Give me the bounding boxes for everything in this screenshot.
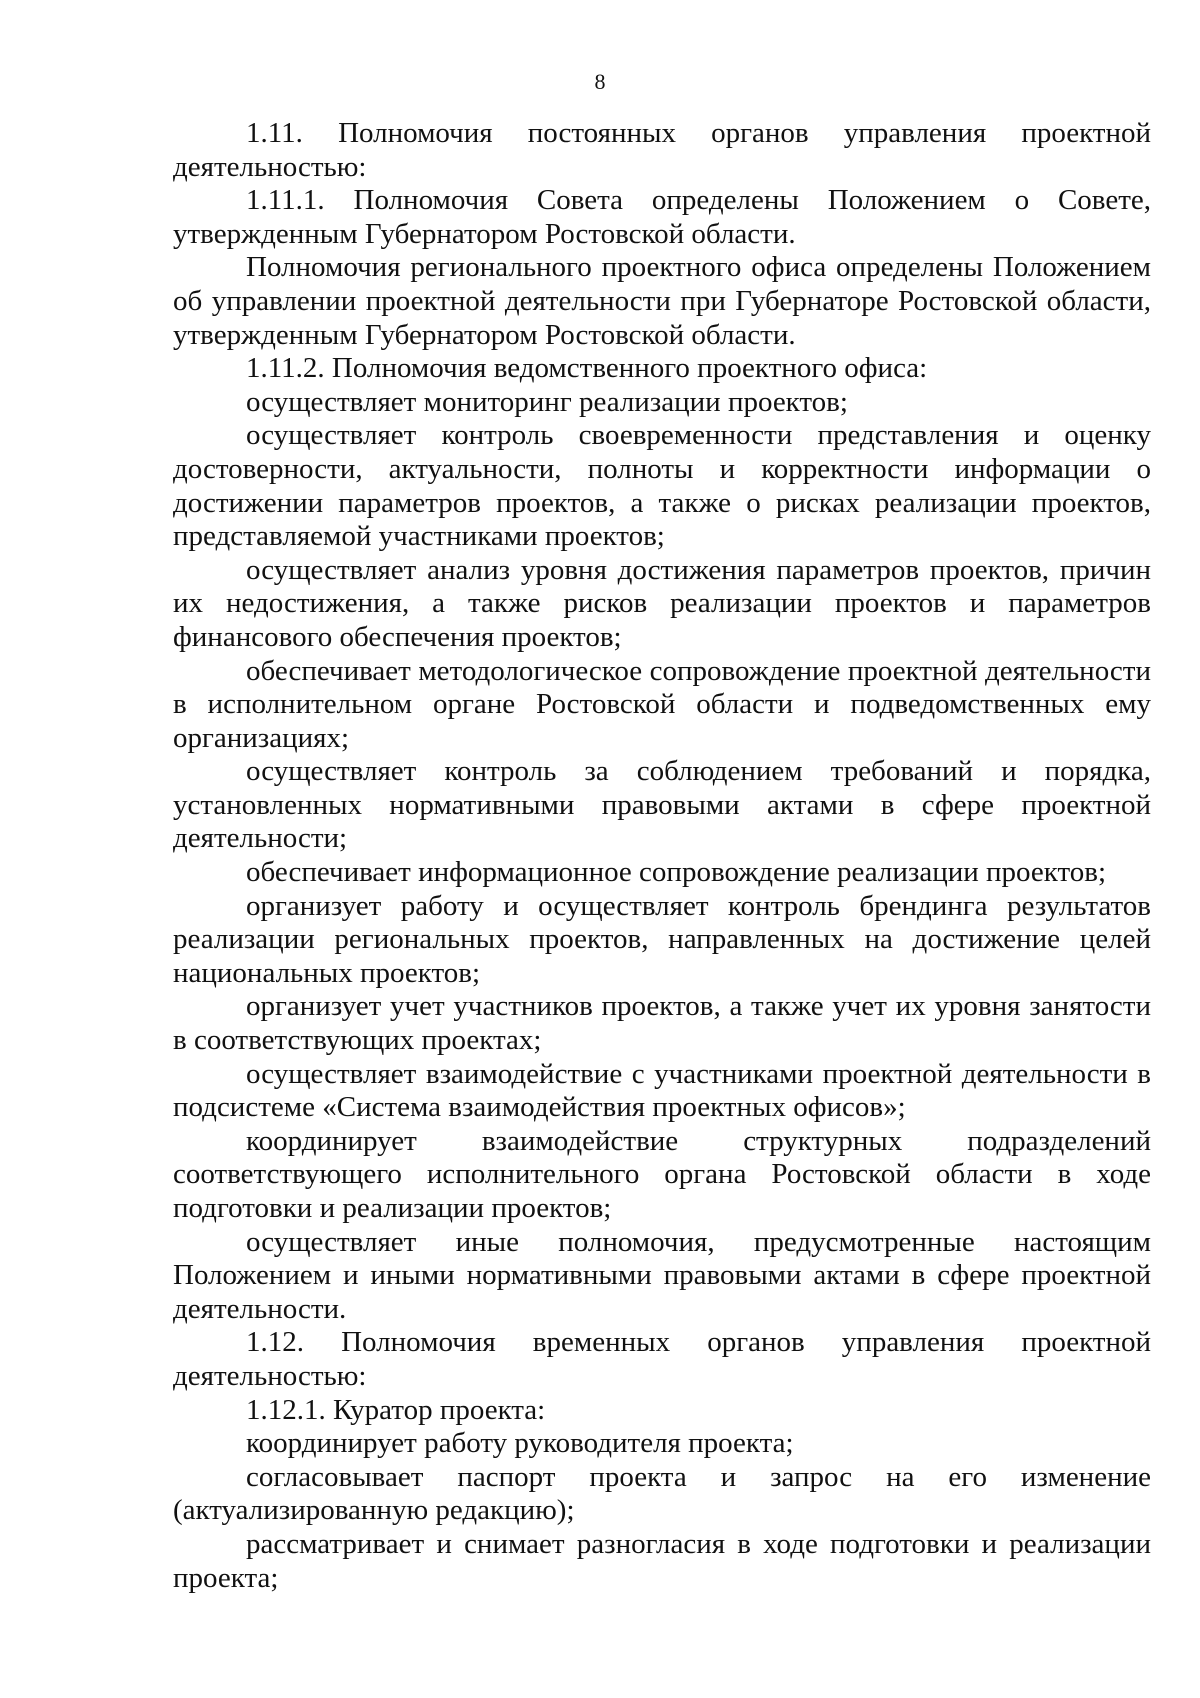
- list-item: осуществляет контроль за соблюдением требований и порядка, установленных нормативными правовыми актами в сфере проектной деятельности;: [173, 755, 1151, 855]
- list-item: обеспечивает методологическое сопровождение проектной деятельности в исполнительном органе Ростовской области и подведомственных ему организациях;: [173, 654, 1151, 754]
- list-item: осуществляет мониторинг реализации проектов;: [246, 385, 848, 418]
- list-item: координирует взаимодействие структурных подразделений соответствующего исполнительного органа Ростовской области в ходе подготовки и реализации проектов;: [173, 1124, 1151, 1224]
- list-item: обеспечивает информационное сопровождение реализации проектов;: [246, 856, 1107, 889]
- paragraph-1-11: 1.11. Полномочия постоянных органов управления проектной деятельностью:: [173, 117, 1151, 183]
- list-item: осуществляет анализ уровня достижения параметров проектов, причин их недостижения, а также рисков реализации проектов и параметров финансового обеспечения проектов;: [173, 553, 1151, 653]
- list-item: осуществляет взаимодействие с участниками проектной деятельности в подсистеме «Система взаимодействия проектных офисов»;: [173, 1057, 1151, 1124]
- paragraph-regional-office: Полномочия регионального проектного офиса определены Положением об управлении проектной деятельности при Губернаторе Ростовской области, утвержденным Губернатором Ростовской области.: [173, 251, 1151, 351]
- document-body: [173, 117, 1151, 1595]
- paragraph-1-11-2: 1.11.2. Полномочия ведомственного проектного офиса:: [246, 352, 928, 385]
- page-number: 8: [594, 69, 606, 94]
- list-item: согласовывает паспорт проекта и запрос на его изменение (актуализированную редакцию);: [173, 1460, 1151, 1527]
- list-item: осуществляет иные полномочия, предусмотренные настоящим Положением и иными нормативными правовыми актами в сфере проектной деятельности.: [173, 1225, 1151, 1325]
- list-item: организует учет участников проектов, а также учет их уровня занятости в соответствующих проектах;: [173, 990, 1151, 1057]
- paragraph-1-12-1: 1.12.1. Куратор проекта:: [246, 1393, 546, 1426]
- list-item: рассматривает и снимает разногласия в ходе подготовки и реализации проекта;: [173, 1527, 1151, 1594]
- list-item: организует работу и осуществляет контроль брендинга результатов реализации региональных проектов, направленных на достижение целей национальных проектов;: [173, 889, 1151, 989]
- paragraph-1-11-1: 1.11.1. Полномочия Совета определены Положением о Совете, утвержденным Губернатором Ростовской области.: [173, 184, 1151, 250]
- list-item: координирует работу руководителя проекта;: [246, 1427, 794, 1460]
- list-item: осуществляет контроль своевременности представления и оценку достоверности, актуальности, полноты и корректности информации о достижении параметров проектов, а также о рисках реализации проектов, представляемой участниками проектов;: [173, 419, 1151, 553]
- paragraph-1-12: 1.12. Полномочия временных органов управления проектной деятельностью:: [173, 1326, 1151, 1392]
